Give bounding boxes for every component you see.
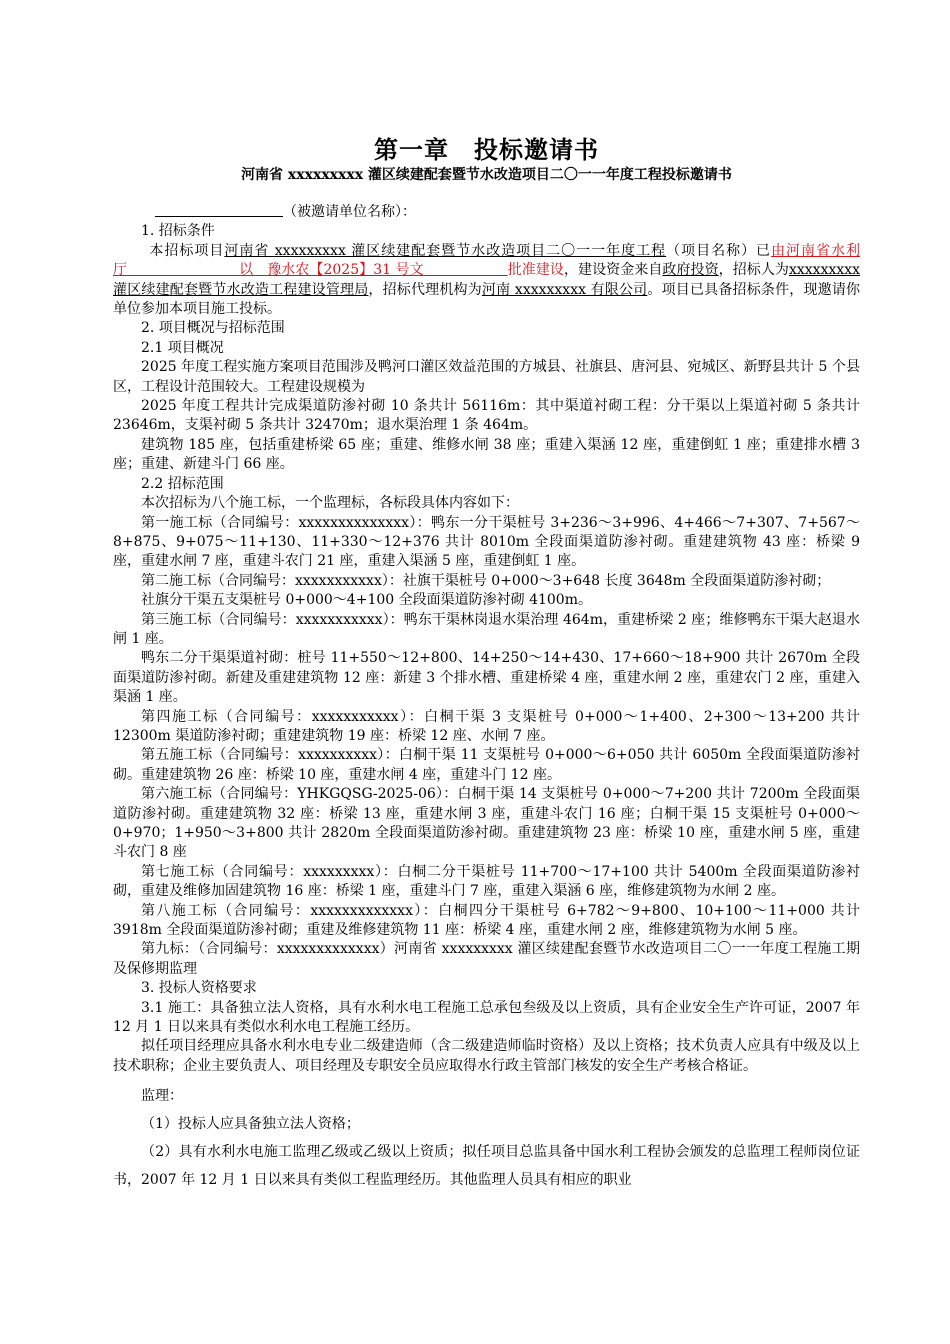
fund-source: 政府投资 (662, 262, 719, 279)
supervision-heading: 监理： (141, 1088, 183, 1105)
chapter-title: 第一章 投标邀请书 (374, 135, 599, 164)
supervision-item-2: （2）具有水利水电施工监理乙级或乙级以上资质；拟任项目总监具备中国水利工程协会颁发的总监理工程师岗位证书，2007 年 12 月 1 日以来具有类似工程监理经历。其他监理人员具有相应的职业 (113, 1144, 860, 1189)
personnel-qualification: 拟任项目经理应具备水利水电专业二级建造师（含二级建造师临时资格）及以上资格；技术负责人应具有中级及以上技术职称；企业主要负责人、项目经理及专职安全员应取得水行政主管部门核发的安全生产考核合格证。 (113, 1038, 860, 1074)
lot-6: 第六施工标（合同编号：YHKGQSG-2025-06）：白桐干渠 14 支渠桩号 0+000～7+200 共计 7200m 全段面渠道防渗衬砌。重建建筑物 32 座：桥梁 13 座，重建水闸 3 座，重建斗农门 16 座；白桐干渠 15 支渠桩号 0+000～0+970；1+950～3+800 共计 2820m 全段面渠道防渗衬砌。重建建筑物 23 座：桥梁 10 座，重建水闸 5 座，重建斗农门 8 座 (113, 786, 860, 861)
document-body (113, 136, 860, 1194)
structures-paragraph: 建筑物 185 座，包括重建桥梁 65 座；重建、维修水闸 38 座；重建入渠涵 12 座，重建倒虹 1 座；重建排水槽 3 座；重建、新建斗门 66 座。 (113, 436, 860, 473)
invitee-blank (155, 202, 283, 217)
section2-sub1: 2.1 项目概况 (141, 339, 224, 356)
text-run: ，招标人为 (718, 262, 789, 279)
supervision-block (113, 1082, 860, 1194)
document-subtitle: 河南省 xxxxxxxxx 灌区续建配套暨节水改造项目二〇一一年度工程投标邀请书 (241, 167, 732, 183)
tenderer: xxxxxxxxx 灌区续建配套暨节水改造工程建设管理局 (113, 262, 861, 298)
lot-1: 第一施工标（合同编号：xxxxxxxxxxxxxx）：鸭东一分干渠桩号 3+236～3+996、4+466～7+307、7+567～8+875、9+075～11+130、11+330～12+376 共计 8010m 全段面渠道防渗衬砌。重建建筑物 43 座：桥梁 9 座，重建水闸 7 座，重建斗农门 21 座，重建入渠涵 5 座，重建倒虹 1 座。 (113, 514, 860, 570)
lot-4: 第四施工标（合同编号：xxxxxxxxxxx）：白桐干渠 3 支渠桩号 0+000～1+400、2+300～13+200 共计 12300m 渠道防渗衬砌；重建建筑物 19 座：桥梁 12 座、水闸 7 座。 (113, 708, 860, 744)
project-name: 河南省 xxxxxxxxx 灌区续建配套暨节水改造项目二〇一一年度工程 (224, 242, 667, 259)
lot-5: 第五施工标（合同编号：xxxxxxxxxx）：白桐干渠 11 支渠桩号 0+000～6+050 共计 6050m 全段面渠道防渗衬砌。重建建筑物 26 座：桥梁 10 座，重建水闸 4 座，重建斗门 12 座。 (113, 747, 860, 783)
section1-heading: 1. 招标条件 (141, 223, 215, 240)
section2-sub2: 2.2 招标范围 (141, 475, 224, 492)
text-run: 以 (239, 262, 254, 279)
text-run: ，招标代理机构为 (368, 281, 482, 298)
scale-paragraph: 2025 年度工程共计完成渠道防渗衬砌 10 条共计 56116m：其中渠道衬砌工程：分干渠以上渠道衬砌 5 条共计 23646m，支渠衬砌 5 条共计 32470m；退水渠治理 1 条 464m。 (113, 398, 860, 434)
overview-paragraph: 2025 年度工程实施方案项目范围涉及鸭河口灌区效益范围的方城县、社旗县、唐河县、宛城区、新野县共计 5 个县区，工程设计范围较大。工程建设规模为 (113, 359, 860, 395)
approved-text: 批准建设 (507, 262, 564, 279)
lot-8: 第八施工标（合同编号：xxxxxxxxxxxxx）：白桐四分干渠桩号 6+782～9+800、10+100～11+000 共计 3918m 全段面渠道防渗衬砌；重建及维修建筑物 11 座：桥梁 4 座，重建水闸 2 座，维修建筑物为水闸 5 座。 (113, 902, 860, 939)
lot-2-extra: 社旗分干渠五支渠桩号 0+000～4+100 全段面渠道防渗衬砌 4100m。 (141, 592, 592, 609)
approver-gap (127, 262, 239, 278)
lot-2: 第二施工标（合同编号：xxxxxxxxxxx）：社旗干渠桩号 0+000～3+648 长度 3648m 全段面渠道防渗衬砌； (141, 572, 831, 589)
approver: 由河南省水利厅 (113, 242, 861, 279)
tender-agent: 河南 xxxxxxxxx 有限公司 (481, 281, 648, 298)
approval-doc: 豫水农【2025】31 号文 (267, 262, 424, 279)
invitation-body (113, 202, 860, 1076)
supervision-item-1: （1）投标人应具备独立法人资格； (141, 1116, 360, 1133)
lot-9: 第九标：（合同编号：xxxxxxxxxxxxx）河南省 xxxxxxxxx 灌区续建配套暨节水改造项目二〇一一年度工程施工期及保修期监理 (113, 941, 860, 977)
text-run: ，建设资金来自 (564, 262, 663, 279)
construction-qualification: 3.1 施工：具备独立法人资格，具有水利水电工程施工总承包叁级及以上资质，具有企业安全生产许可证，2007 年 12 月 1 日以来具有类似水利水电工程施工经历。 (113, 999, 860, 1036)
lot-7: 第七施工标（合同编号：xxxxxxxxx）：白桐二分干渠桩号 11+700～17+100 共计 5400m 全段面渠道防渗衬砌，重建及维修加固建筑物 16 座：桥梁 1 座，重建斗门 7 座，重建入渠涵 6 座，维修建筑物为水闸 2 座。 (113, 863, 860, 900)
lot-3: 第三施工标（合同编号：xxxxxxxxxxx）：鸭东干渠林岗退水渠治理 464m，重建桥梁 2 座；维修鸭东干渠大赵退水闸 1 座。 (113, 611, 860, 647)
text-run: （项目名称）已 (666, 242, 772, 259)
approval-doc-tail (424, 262, 508, 278)
section1-paragraph (113, 242, 860, 320)
scope-intro: 本次招标为八个施工标，一个监理标，各标段具体内容如下： (141, 495, 519, 512)
section3-heading: 3. 投标人资格要求 (141, 980, 257, 997)
invitee-line (113, 202, 860, 222)
section2-heading: 2. 项目概况与招标范围 (141, 320, 285, 337)
text-run: 。项目已具备招标条件，现邀请你单位参加本项目施工投标。 (113, 281, 861, 318)
invitee-suffix: （被邀请单位名称）： (283, 204, 416, 220)
lot-3-extra: 鸭东二分干渠渠道衬砌：桩号 11+550～12+800、14+250～14+430、17+660～18+900 共计 2670m 全段面渠道防渗衬砌。新建及重建建筑物 12 座：新建 3 个排水槽、重建桥梁 4 座，重建水闸 2 座，重建农门 2 座，重建入渠涵 1 座。 (113, 650, 860, 706)
text-run: 本招标项目 (149, 242, 225, 259)
approval-doc-gap (253, 262, 267, 278)
